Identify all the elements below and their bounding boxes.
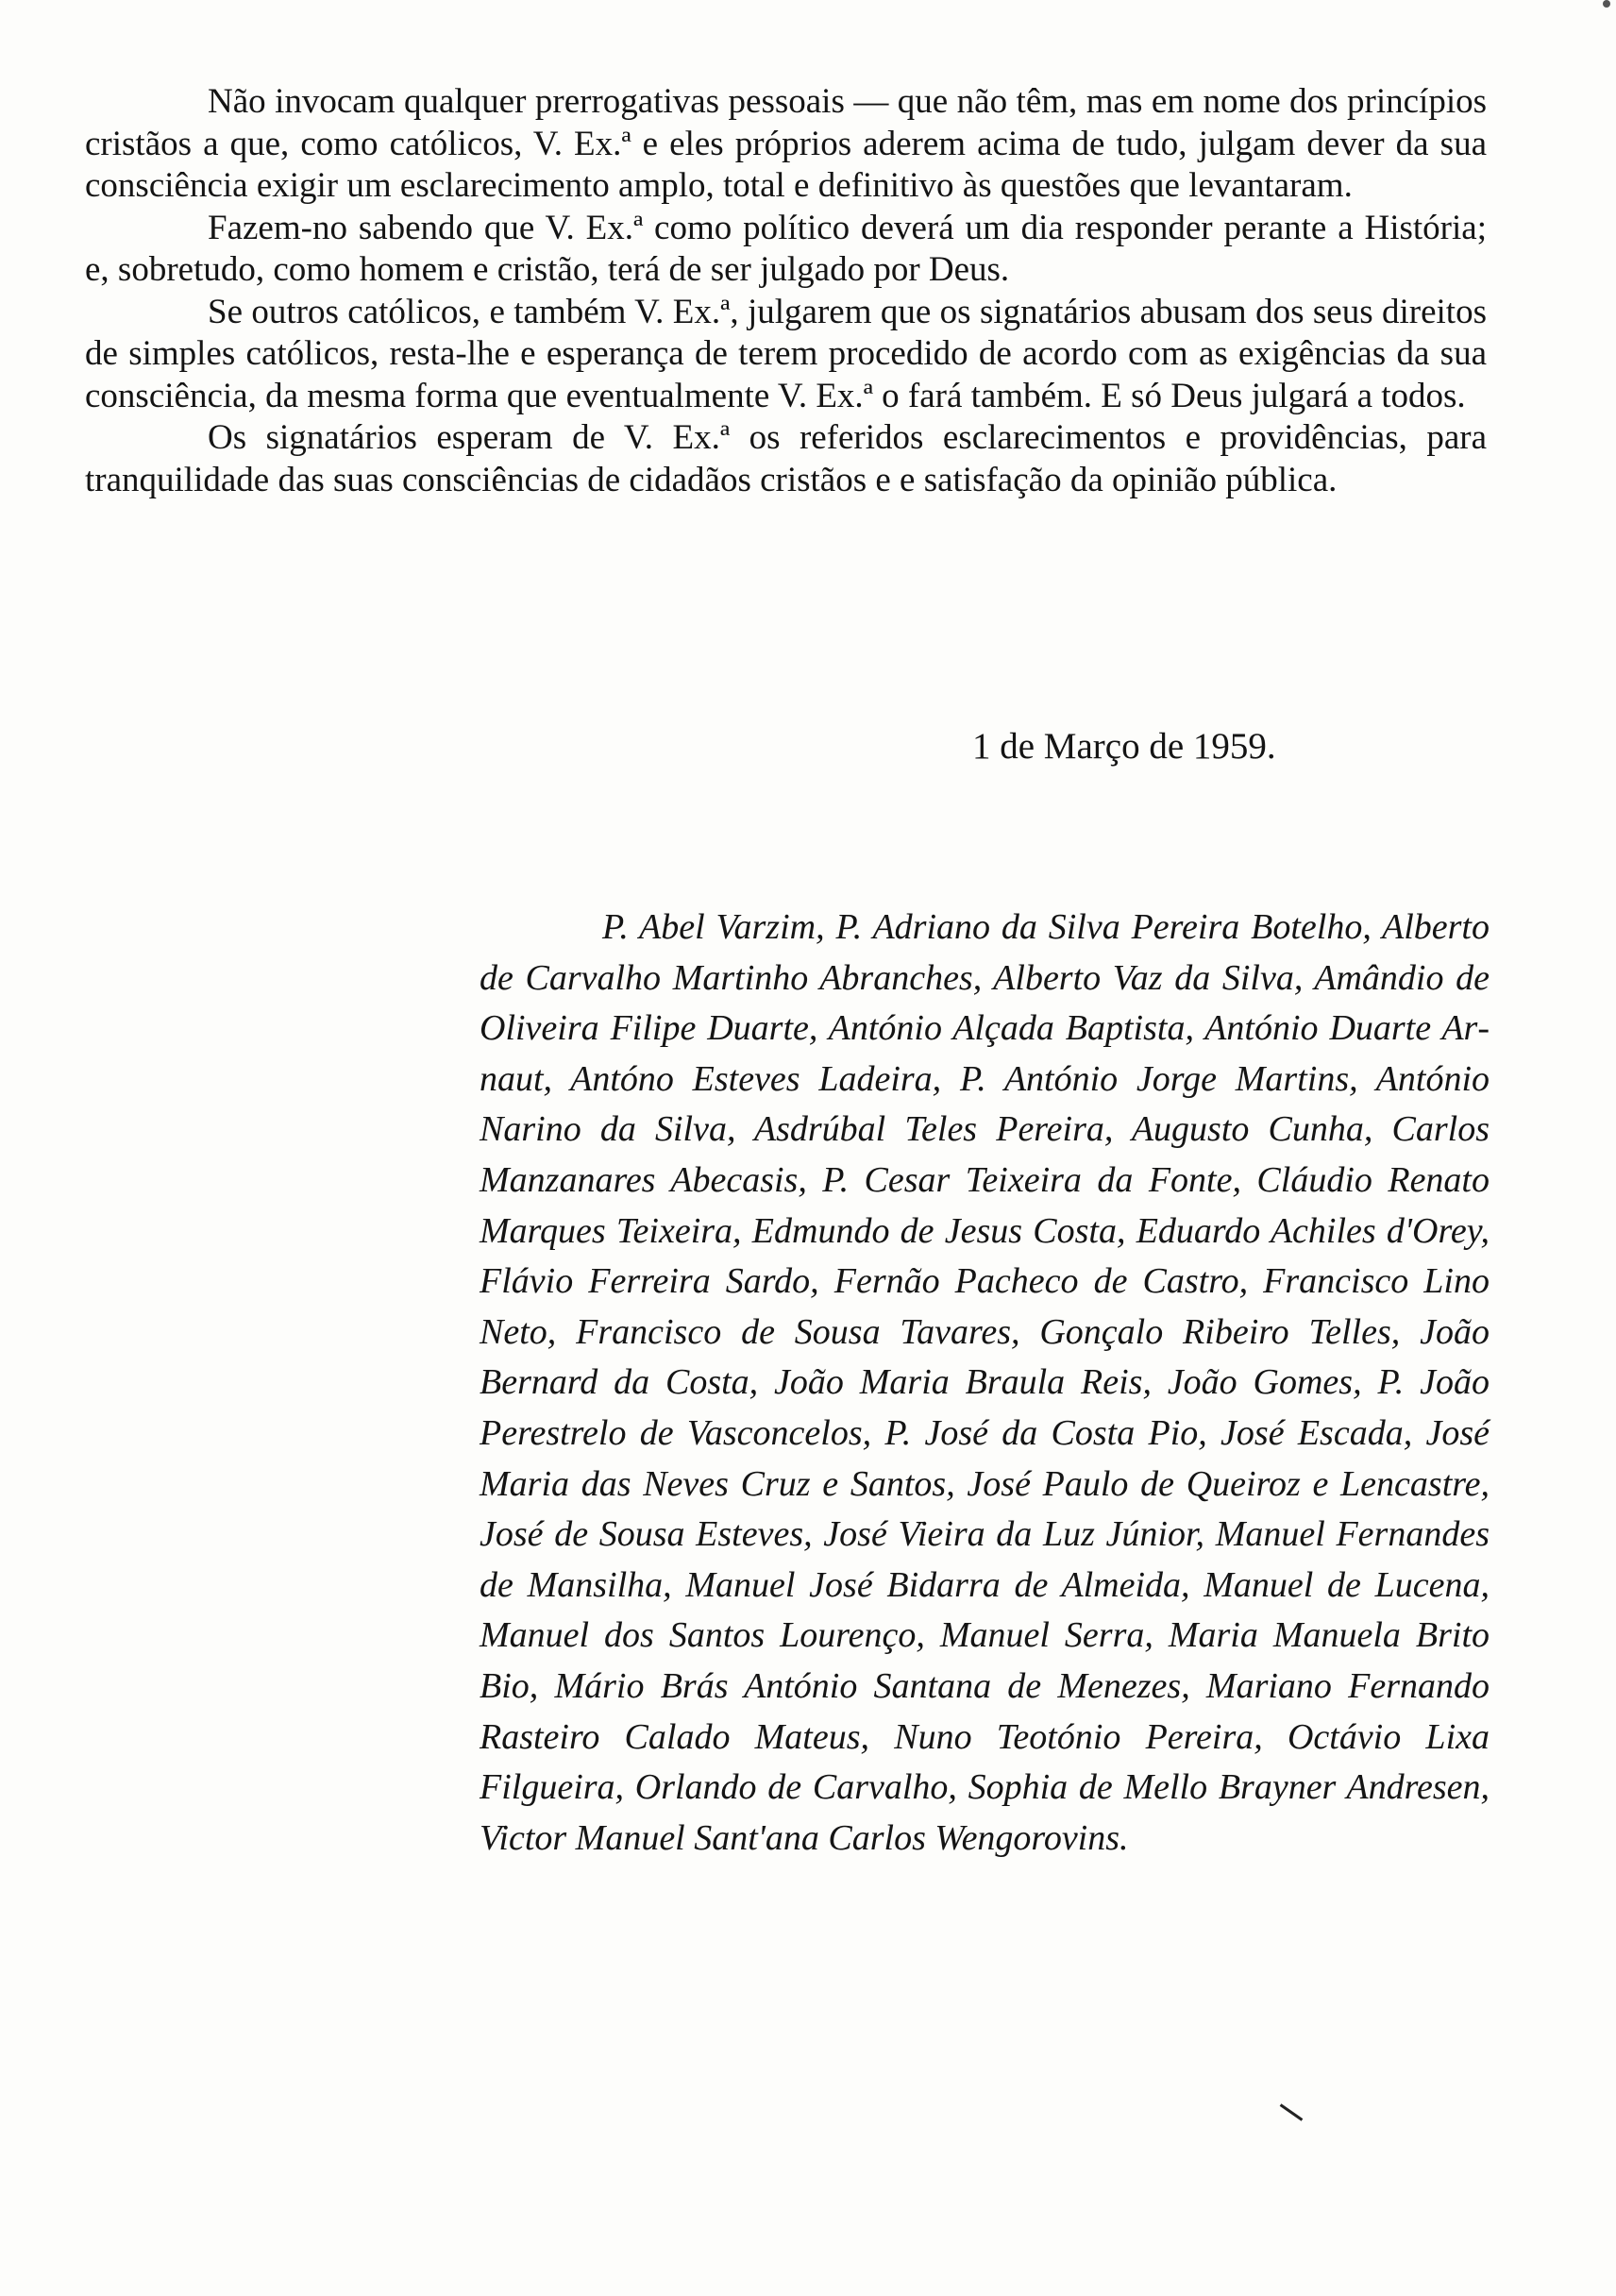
paragraph-3: Se outros católicos, e também V. Ex.ª, julgarem que os signatários abusam dos seus direitos de simples católicos, resta-lhe e esperança de terem procedido de acordo com as exigências da sua consciência, da mesma forma que eventualmente V. Ex.ª o fará também. E só Deus julgará a todos. xyxy=(85,292,1487,415)
signatories-list: P. Abel Varzim, P. Adriano da Silva Pereira Botelho, Alberto de Carvalho Martinho Abranches, Alberto Vaz da Silva, Amândio de Oliveira Filipe Duarte, António Alçada Baptista, António Duarte Arnaut, Antóno Esteves Ladeira, P. António Jorge Martins, António Narino da Silva, Asdrúbal Teles Pereira, Augusto Cunha, Carlos Manzanares Abecasis, P. Cesar Teixeira da Fonte, Cláudio Renato Marques Teixeira, Edmundo de Jesus Costa, Eduardo Achiles d'Orey, Flávio Ferreira Sardo, Fernão Pacheco de Castro, Francisco Lino Neto, Francisco de Sousa Tavares, Gonçalo Ribeiro Telles, João Bernard da Costa, João Maria Braula Reis, João Gomes, P. João Perestrelo de Vasconcelos, P. José da Costa Pio, José Escada, José Maria das Neves Cruz e Santos, José Paulo de Queiroz e Lencastre, José de Sousa Esteves, José Vieira da Luz Júnior, Manuel Fernandes de Mansilha, Manuel José Bidarra de Almeida, Manuel de Lucena, Manuel dos Santos Lourenço, Manuel Serra, Maria Manuela Brito Bio, Mário Brás António Santana de Menezes, Mariano Fernando Rasteiro Calado Mateus, Nuno Teotónio Pereira, Octávio Lixa Filgueira, Orlando de Carvalho, Sophia de Mello Brayner Andresen, Victor Manuel Sant'ana Carlos Wengorovins. xyxy=(480,907,1490,1858)
paragraph-4: Os signatários esperam de V. Ex.ª os referidos esclarecimentos e providências, para tranquilidade das suas consciências de cidadãos cristãos e e satisfação da opinião pública. xyxy=(85,418,1487,499)
letter-date: 1 de Março de 1959. xyxy=(972,726,1276,767)
paragraph-1: Não invocam qualquer prerrogativas pessoais — que não têm, mas em nome dos princípios cristãos a que, como católicos, V. Ex.ª e eles próprios aderem acima de tudo, julgam dever da sua consciência exigir um esclarecimento amplo, total e definitivo às questões que levantaram. xyxy=(85,82,1487,205)
scan-speck xyxy=(1603,0,1610,8)
letter-body xyxy=(85,81,1487,501)
paragraph-2: Fazem-no sabendo que V. Ex.ª como político deverá um dia responder perante a História; e, sobretudo, como homem e cristão, terá de ser julgado por Deus. xyxy=(85,208,1487,289)
pen-stroke-mark xyxy=(1280,2103,1304,2121)
